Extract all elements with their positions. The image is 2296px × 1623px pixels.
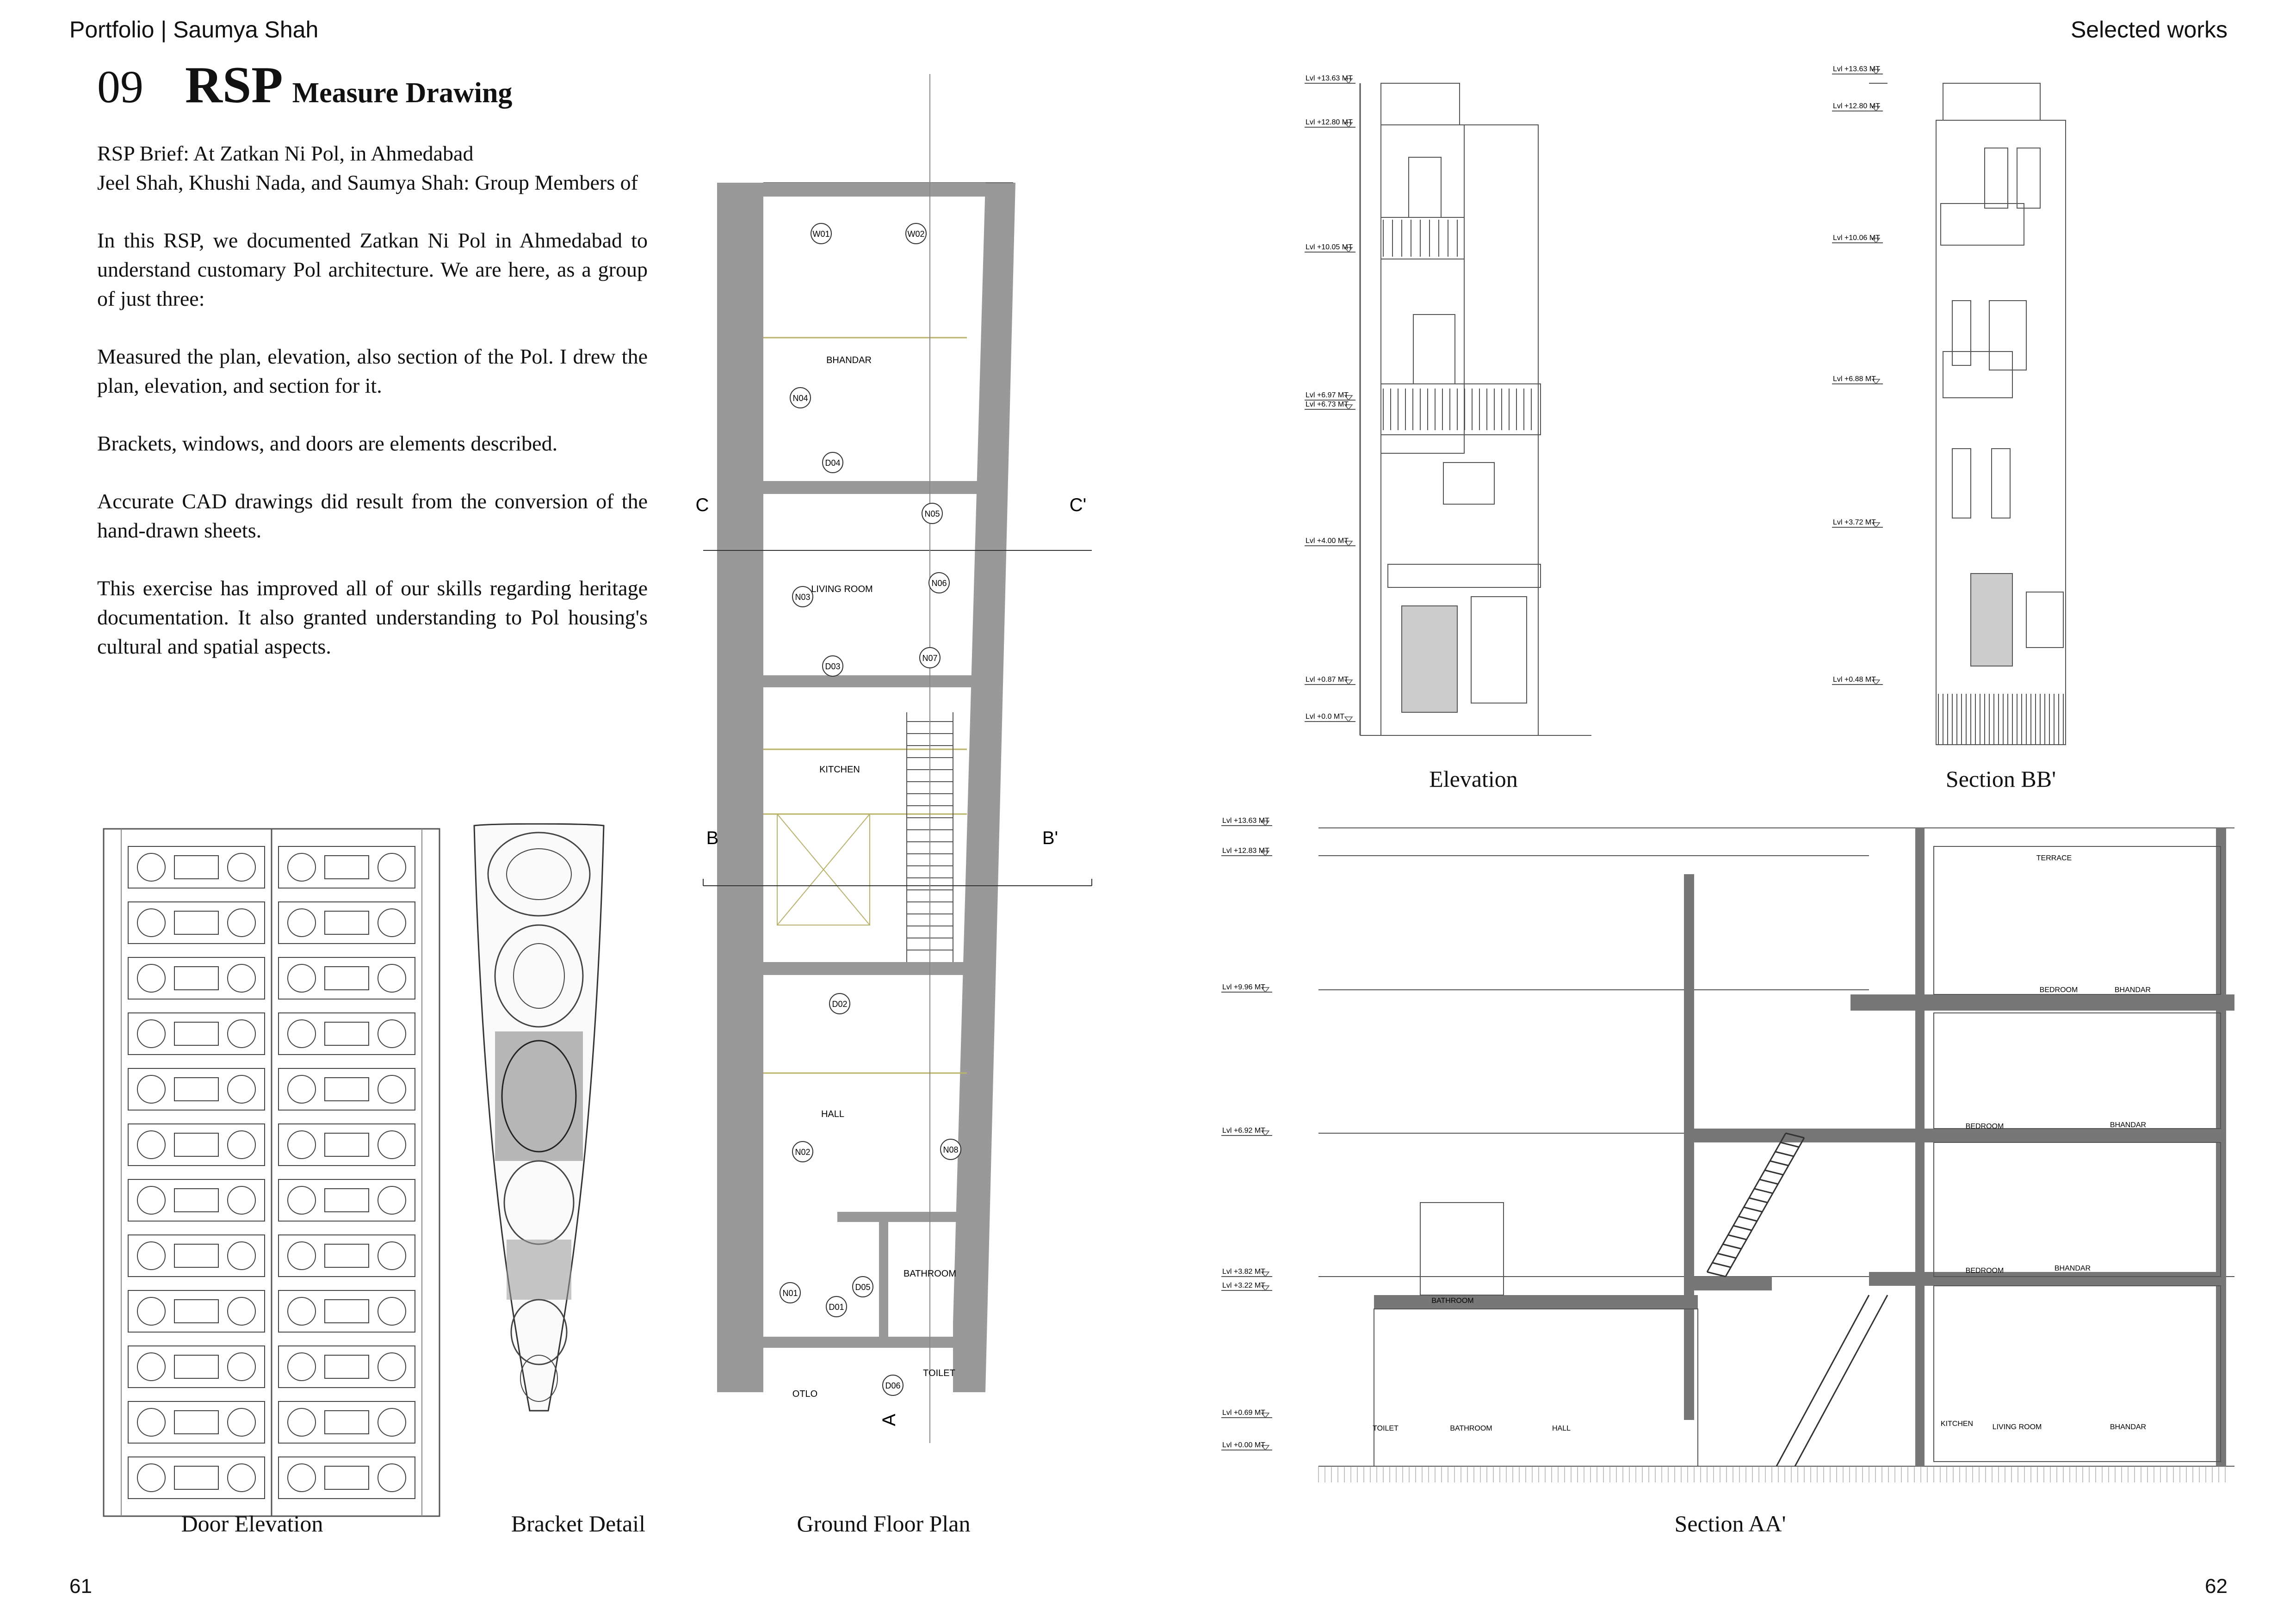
aa-label-bhandar-3: BHANDAR [2054, 1265, 2091, 1272]
svg-text:Lvl +6.73 MT: Lvl +6.73 MT [1306, 401, 1349, 408]
svg-text:Lvl +6.88 MT: Lvl +6.88 MT [1833, 375, 1876, 383]
level-marker [1305, 391, 1355, 400]
level-marker [1221, 1409, 1272, 1418]
portfolio-header: Portfolio | Saumya Shah [69, 17, 319, 43]
brief-paragraph: Accurate CAD drawings did result from the conversion of the hand-drawn sheets. [97, 489, 648, 542]
svg-text:N05: N05 [924, 509, 940, 518]
project-number: 09 [97, 61, 143, 112]
svg-text:N06: N06 [931, 579, 947, 588]
room-label-otlo: OTLO [792, 1389, 818, 1399]
plan-tag-n08 [941, 1139, 961, 1160]
plan-tag-d03 [823, 656, 843, 676]
svg-text:N01: N01 [782, 1289, 798, 1298]
svg-text:Lvl +13.63 MT: Lvl +13.63 MT [1833, 65, 1880, 73]
caption-elevation: Elevation [1429, 766, 1518, 792]
svg-text:D04: D04 [825, 458, 841, 468]
ground-floor-plan [689, 74, 1096, 1443]
svg-text:Lvl +12.80 MT: Lvl +12.80 MT [1306, 118, 1353, 126]
aa-label-toilet: TOILET [1373, 1425, 1399, 1432]
caption-section-aa: Section AA' [1674, 1511, 1786, 1537]
plan-tag-n02 [792, 1142, 813, 1162]
plan-tag-n06 [929, 573, 949, 593]
plan-tag-w02 [906, 223, 926, 244]
svg-text:D05: D05 [855, 1283, 871, 1292]
svg-text:Lvl +0.48 MT: Lvl +0.48 MT [1833, 676, 1876, 684]
svg-text:Lvl +10.05 MT: Lvl +10.05 MT [1306, 243, 1353, 251]
project-brief [97, 139, 648, 690]
elevation-drawing [1305, 65, 1591, 745]
aa-label-bhandar-4: BHANDAR [2110, 1423, 2147, 1431]
plan-tag-w01 [811, 223, 831, 244]
svg-text:D02: D02 [832, 1000, 848, 1009]
aa-label-bhandar-1: BHANDAR [2114, 986, 2151, 994]
room-label-hall: HALL [821, 1109, 845, 1119]
level-marker [1221, 847, 1272, 856]
brief-paragraph: In this RSP, we documented Zatkan Ni Pol in Ahmedabad to understand customary Pol architecture. We are here, as a group of just three: [97, 228, 648, 310]
level-marker [1221, 983, 1272, 992]
plan-tag-n03 [792, 586, 813, 607]
svg-text:Lvl +0.87 MT: Lvl +0.87 MT [1306, 676, 1349, 684]
aa-label-bedroom-2: BEDROOM [1965, 1123, 2004, 1130]
level-marker [1305, 713, 1355, 722]
svg-text:N02: N02 [795, 1148, 811, 1157]
svg-text:N07: N07 [922, 654, 938, 663]
level-marker [1832, 234, 1883, 243]
section-aa-drawing [1221, 809, 2234, 1485]
room-label-kitchen: KITCHEN [819, 765, 860, 775]
plan-tag-d04 [823, 452, 843, 473]
level-marker [1832, 65, 1883, 74]
svg-text:Lvl +3.22 MT: Lvl +3.22 MT [1222, 1282, 1265, 1290]
bracket-detail-drawing [472, 823, 606, 1415]
svg-text:Lvl +4.00 MT: Lvl +4.00 MT [1306, 537, 1349, 545]
svg-text:W01: W01 [812, 229, 830, 239]
project-title [97, 56, 512, 115]
brief-line: RSP Brief: At Zatkan Ni Pol, in Ahmedabad [97, 142, 474, 165]
aa-label-living: LIVING ROOM [1992, 1423, 2042, 1431]
svg-text:D01: D01 [829, 1302, 844, 1312]
plan-tag-d02 [829, 994, 850, 1014]
level-marker [1221, 817, 1272, 826]
section-header: Selected works [2070, 17, 2228, 43]
plan-tag-d05 [853, 1277, 873, 1297]
project-subtitle: Measure Drawing [292, 77, 513, 109]
level-marker [1832, 375, 1883, 384]
svg-text:N08: N08 [943, 1145, 959, 1154]
plan-tag-n07 [920, 648, 940, 668]
project-code: RSP [185, 56, 283, 114]
level-marker [1305, 401, 1355, 409]
caption-ground-floor-plan: Ground Floor Plan [797, 1511, 971, 1537]
brief-paragraph: Brackets, windows, and doors are elements described. [97, 432, 558, 455]
svg-text:Lvl +13.63 MT: Lvl +13.63 MT [1306, 74, 1353, 82]
level-marker [1221, 1127, 1272, 1135]
aa-label-hall: HALL [1552, 1425, 1571, 1432]
level-marker [1221, 1441, 1272, 1450]
svg-text:Lvl +3.82 MT: Lvl +3.82 MT [1222, 1268, 1265, 1276]
level-marker [1305, 537, 1355, 546]
svg-text:W02: W02 [907, 229, 925, 239]
level-marker [1221, 1268, 1272, 1277]
aa-label-bathroom: BATHROOM [1431, 1297, 1474, 1305]
brief-line: Jeel Shah, Khushi Nada, and Saumya Shah: Group Members of [97, 171, 638, 194]
svg-text:D06: D06 [885, 1381, 901, 1390]
plan-tag-n05 [922, 503, 942, 524]
room-label-toilet: TOILET [923, 1368, 955, 1378]
aa-label-bedroom-3: BEDROOM [1965, 1267, 2004, 1275]
level-marker [1305, 118, 1355, 127]
svg-text:Lvl +13.63 MT: Lvl +13.63 MT [1222, 817, 1269, 825]
caption-section-bb: Section BB' [1945, 766, 2056, 792]
room-label-bhandar: BHANDAR [826, 355, 872, 365]
aa-label-kitchen: KITCHEN [1940, 1420, 1974, 1428]
brief-paragraph: Measured the plan, elevation, also section of the Pol. I drew the plan, elevation, and section for it. [97, 345, 648, 397]
room-label-bathroom: BATHROOM [903, 1269, 957, 1279]
svg-text:Lvl +12.80 MT: Lvl +12.80 MT [1833, 102, 1880, 110]
level-marker [1305, 676, 1355, 685]
svg-text:Lvl +3.72 MT: Lvl +3.72 MT [1833, 518, 1876, 526]
aa-label-bedroom-1: BEDROOM [2039, 986, 2078, 994]
caption-door-elevation: Door Elevation [181, 1511, 323, 1537]
page-number-right: 62 [2205, 1575, 2228, 1598]
section-mark-b-prime: B' [1042, 828, 1058, 848]
aa-label-bhandar-2: BHANDAR [2110, 1121, 2147, 1129]
svg-text:Lvl +6.97 MT: Lvl +6.97 MT [1306, 391, 1349, 399]
svg-text:D03: D03 [825, 662, 841, 671]
caption-bracket-detail: Bracket Detail [511, 1511, 646, 1537]
section-mark-b: B [706, 828, 719, 848]
svg-text:Lvl +0.0 MT: Lvl +0.0 MT [1306, 713, 1345, 721]
door-elevation-drawing [103, 828, 440, 1517]
level-marker [1221, 1282, 1272, 1290]
aa-label-terrace: TERRACE [2036, 854, 2072, 862]
svg-text:N03: N03 [795, 592, 811, 602]
section-mark-c-prime: C' [1069, 495, 1087, 515]
plan-tag-n04 [790, 388, 811, 408]
svg-text:Lvl +0.00 MT: Lvl +0.00 MT [1222, 1441, 1265, 1449]
room-label-living: LIVING ROOM [811, 584, 873, 594]
plan-tag-n01 [780, 1283, 800, 1303]
plan-tag-d06 [883, 1375, 903, 1395]
level-marker [1832, 676, 1883, 685]
level-marker [1832, 518, 1883, 527]
svg-text:N04: N04 [792, 394, 808, 403]
svg-text:Lvl +12.83 MT: Lvl +12.83 MT [1222, 847, 1269, 855]
brief-paragraph: This exercise has improved all of our skills regarding heritage documentation. It also granted understanding to Pol housing's cultural and spatial aspects. [97, 576, 648, 658]
svg-text:Lvl +0.69 MT: Lvl +0.69 MT [1222, 1409, 1265, 1417]
section-bb-drawing [1832, 65, 2128, 749]
level-marker [1305, 243, 1355, 252]
plan-tag-d01 [826, 1296, 847, 1317]
level-marker [1832, 102, 1883, 111]
level-marker [1305, 74, 1355, 83]
section-mark-a: A [879, 1413, 899, 1426]
page-number-left: 61 [69, 1575, 92, 1598]
aa-label-bathroom-2: BATHROOM [1450, 1425, 1492, 1432]
svg-text:Lvl +9.96 MT: Lvl +9.96 MT [1222, 983, 1265, 991]
svg-text:Lvl +6.92 MT: Lvl +6.92 MT [1222, 1127, 1265, 1135]
section-mark-c: C [695, 495, 709, 515]
svg-text:Lvl +10.06 MT: Lvl +10.06 MT [1833, 234, 1880, 242]
